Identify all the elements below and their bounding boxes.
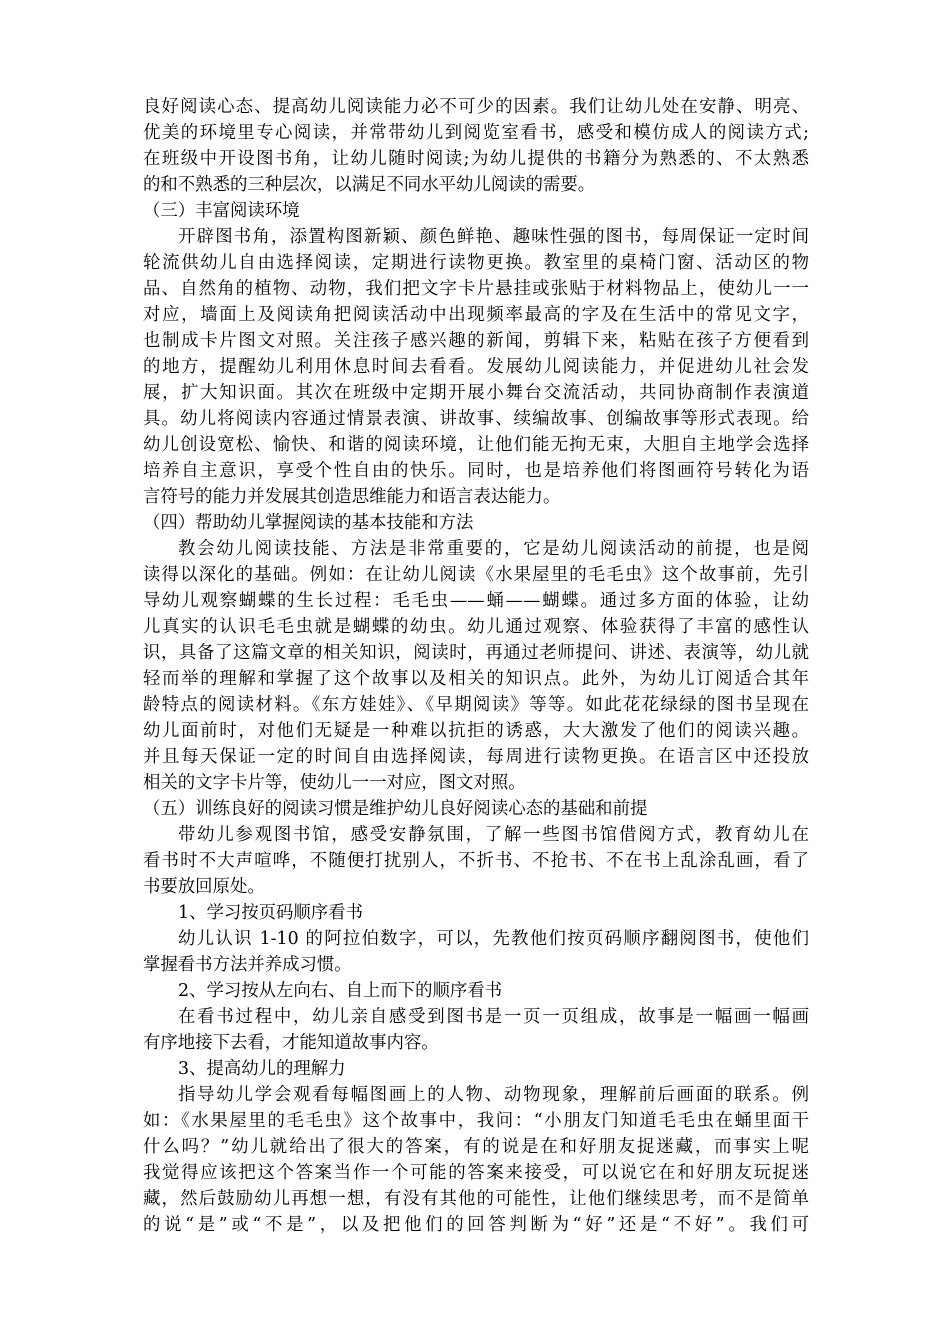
text-line: 轻而举的理解和掌握了这个故事以及相关的知识点。此外，为幼儿订阅适合其年 <box>143 669 809 689</box>
text-line: 教会幼儿阅读技能、方法是非常重要的，它是幼儿阅读活动的前提，也是阅 <box>178 539 809 559</box>
text-line: 展，扩大知识面。其次在班级中定期开展小舞台交流活动，共同协商制作表演道 <box>143 383 809 403</box>
text-line: 儿真实的认识毛毛虫就是蝴蝶的幼虫。幼儿通过观察、体验获得了丰富的感性认 <box>143 617 809 637</box>
text-line: 具。幼儿将阅读内容通过情景表演、讲故事、续编故事、创编故事等形式表现。给 <box>143 409 809 429</box>
section-heading: （五）训练良好的阅读习惯是维护幼儿良好阅读心态的基础和前提 <box>143 799 648 819</box>
text-line: 开辟图书角，添置构图新颖、颜色鲜艳、趣味性强的图书，每周保证一定时间 <box>178 227 809 247</box>
text-line: 如：《水果屋里的毛毛虫》这个故事中，我问：“小朋友门知道毛毛虫在蛹里面干 <box>143 1111 809 1131</box>
text-line: 的说“是”或“不是”，以及把他们的回答判断为“好”还是“不好”。我们可 <box>143 1215 809 1235</box>
section-heading: （四）帮助幼儿掌握阅读的基本技能和方法 <box>143 513 474 533</box>
text-line: 书要放回原处。 <box>143 877 265 897</box>
text-line: 幼儿认识 1-10 的阿拉伯数字，可以，先教他们按页码顺序翻阅图书，使他们 <box>178 929 809 949</box>
text-line: 也制成卡片图文对照。关注孩子感兴趣的新闻，剪辑下来，粘贴在孩子方便看到 <box>143 331 809 351</box>
text-line: 看书时不大声喧哗，不随便打扰别人，不折书、不抢书、不在书上乱涂乱画，看了 <box>143 851 809 871</box>
text-line: 轮流供幼儿自由选择阅读，定期进行读物更换。教室里的桌椅门窗、活动区的物 <box>143 253 809 273</box>
document-body <box>143 94 809 1238</box>
text-line: 并且每天保证一定的时间自由选择阅读，每周进行读物更换。在语言区中还投放 <box>143 747 809 767</box>
text-line: 龄特点的阅读材料。《东方娃娃》、《早期阅读》等等。如此花花绿绿的图书呈现在 <box>143 695 809 715</box>
text-line: 掌握看书方法并养成习惯。 <box>143 955 352 975</box>
text-line: 幼儿面前时，对他们无疑是一种难以抗拒的诱惑，大大激发了他们的阅读兴趣。 <box>143 721 809 741</box>
text-line: 什么吗？”幼儿就给出了很大的答案，有的说是在和好朋友捉迷藏，而事实上呢 <box>143 1137 809 1157</box>
text-line: 指导幼儿学会观看每幅图画上的人物、动物现象，理解前后画面的联系。例 <box>178 1085 809 1105</box>
text-line: 的和不熟悉的三种层次，以满足不同水平幼儿阅读的需要。 <box>143 175 596 195</box>
subsection-heading: 3、提高幼儿的理解力 <box>178 1059 346 1079</box>
text-line: 我觉得应该把这个答案当作一个可能的答案来接受，可以说它在和好朋友玩捉迷 <box>143 1163 809 1183</box>
section-heading: （三）丰富阅读环境 <box>143 201 300 221</box>
text-line: 言符号的能力并发展其创造思维能力和语言表达能力。 <box>143 487 561 507</box>
text-line: 优美的环境里专心阅读，并常带幼儿到阅览室看书，感受和模仿成人的阅读方式; <box>143 123 809 143</box>
text-line: 良好阅读心态、提高幼儿阅读能力必不可少的因素。我们让幼儿处在安静、明亮、 <box>143 97 809 117</box>
subsection-heading: 2、学习按从左向右、自上而下的顺序看书 <box>178 981 503 1001</box>
text-line: 藏，然后鼓励幼儿再想一想，有没有其他的可能性，让他们继续思考，而不是简单 <box>143 1189 809 1209</box>
subsection-heading: 1、学习按页码顺序看书 <box>178 903 363 923</box>
text-line: 对应，墙面上及阅读角把阅读活动中出现频率最高的字及在生活中的常见文字， <box>143 305 809 325</box>
text-line: 识，具备了这篇文章的相关知识，阅读时，再通过老师提问、讲述、表演等，幼儿就 <box>143 643 809 663</box>
text-line: 带幼儿参观图书馆，感受安静氛围，了解一些图书馆借阅方式，教育幼儿在 <box>178 825 809 845</box>
text-line: 相关的文字卡片等，使幼儿一一对应，图文对照。 <box>143 773 526 793</box>
text-line: 在看书过程中，幼儿亲自感受到图书是一页一页组成，故事是一幅画一幅画 <box>178 1007 809 1027</box>
text-line: 有序地接下去看，才能知道故事内容。 <box>143 1033 439 1053</box>
text-line: 读得以深化的基础。例如：在让幼儿阅读《水果屋里的毛毛虫》这个故事前，先引 <box>143 565 809 585</box>
text-line: 在班级中开设图书角，让幼儿随时阅读;为幼儿提供的书籍分为熟悉的、不太熟悉 <box>143 149 809 169</box>
text-line: 导幼儿观察蝴蝶的生长过程：毛毛虫——蛹——蝴蝶。通过多方面的体验，让幼 <box>143 591 809 611</box>
text-line: 幼儿创设宽松、愉快、和谐的阅读环境，让他们能无拘无束，大胆自主地学会选择 <box>143 435 809 455</box>
text-line: 的地方，提醒幼儿利用休息时间去看看。发展幼儿阅读能力，并促进幼儿社会发 <box>143 357 809 377</box>
text-line: 培养自主意识，享受个性自由的快乐。同时，也是培养他们将图画符号转化为语 <box>143 461 809 481</box>
text-line: 品、自然角的植物、动物，我们把文字卡片悬挂或张贴于材料物品上，使幼儿一一 <box>143 279 809 299</box>
